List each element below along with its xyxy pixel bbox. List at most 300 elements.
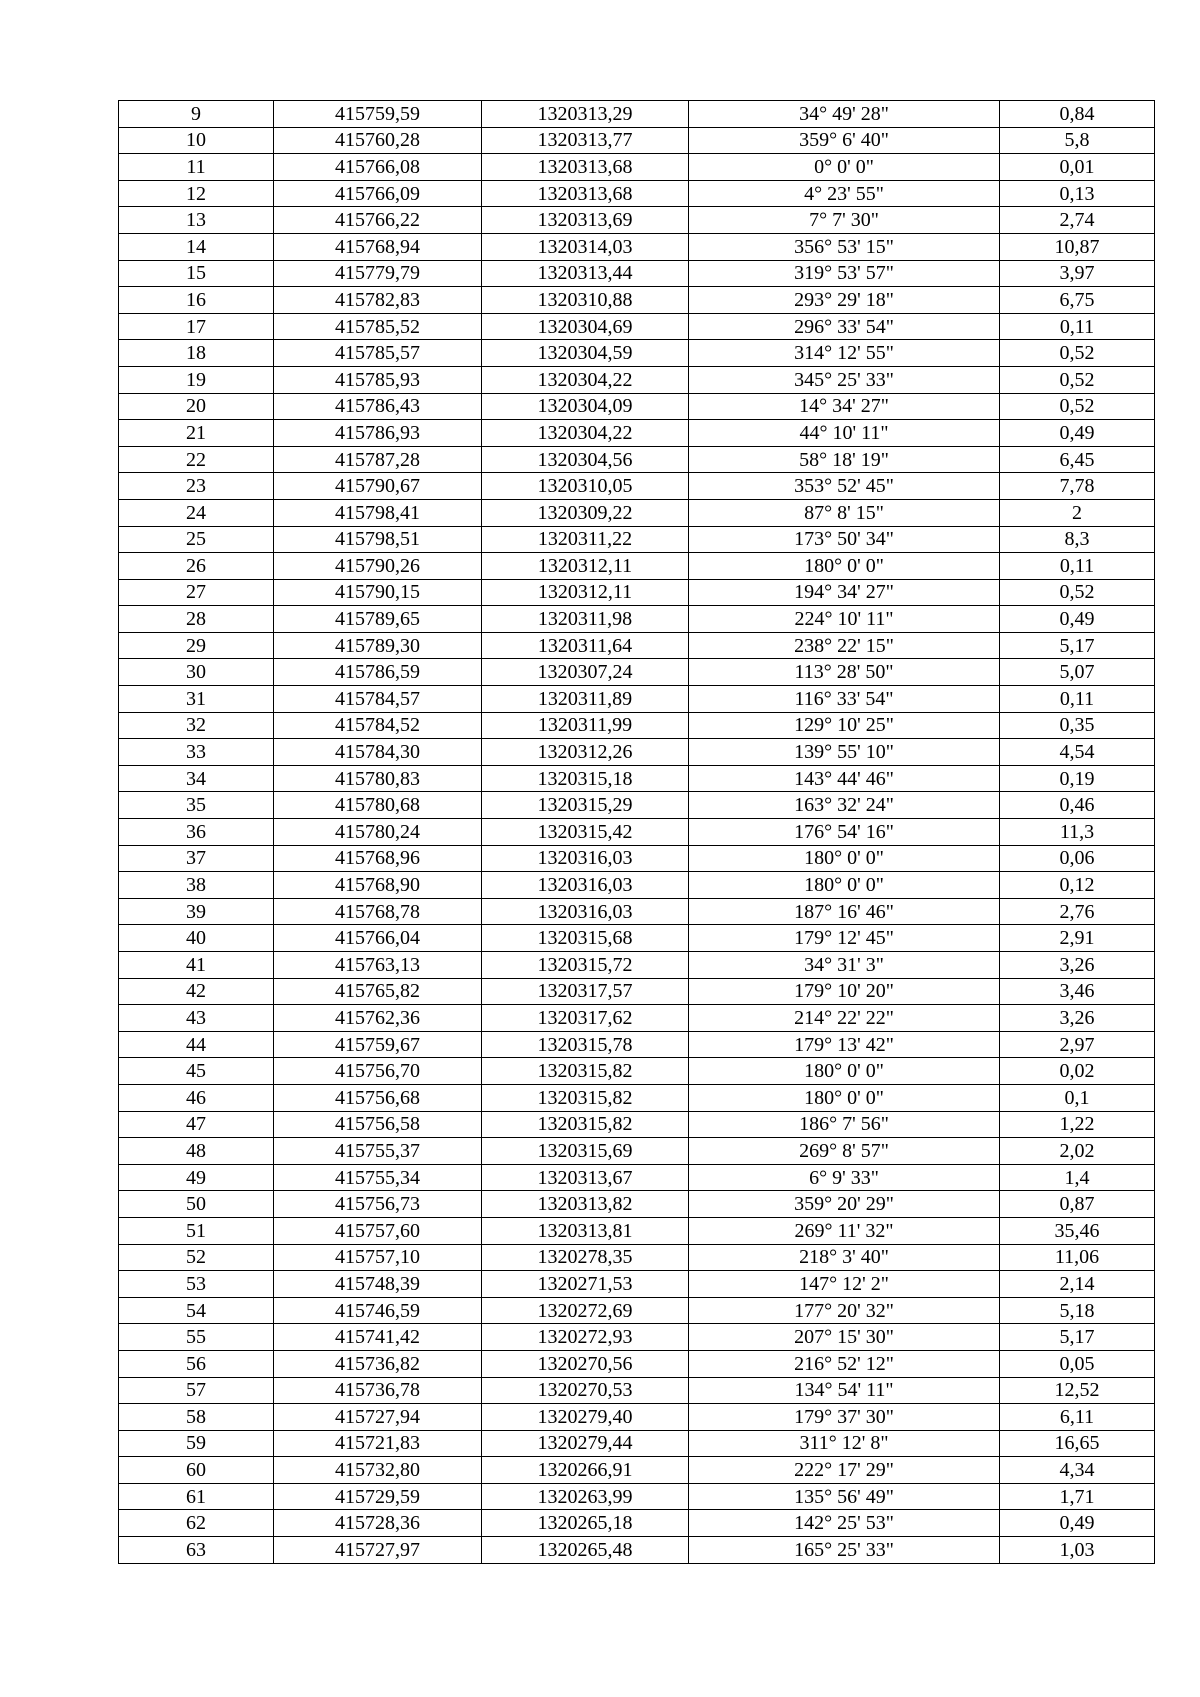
x-coordinate-cell: 415727,97	[274, 1537, 482, 1564]
x-coordinate-cell: 415729,59	[274, 1483, 482, 1510]
distance-cell: 6,45	[1000, 446, 1155, 473]
bearing-cell: 314° 12' 55"	[689, 340, 1000, 367]
point-number-cell: 24	[119, 499, 274, 526]
table-row	[119, 526, 1155, 553]
table-row	[119, 287, 1155, 314]
point-number-cell: 27	[119, 579, 274, 606]
point-number-cell: 17	[119, 313, 274, 340]
point-number-cell: 23	[119, 473, 274, 500]
y-coordinate-cell: 1320315,29	[482, 792, 689, 819]
x-coordinate-cell: 415727,94	[274, 1404, 482, 1431]
y-coordinate-cell: 1320317,62	[482, 1005, 689, 1032]
y-coordinate-cell: 1320316,03	[482, 872, 689, 899]
bearing-cell: 180° 0' 0"	[689, 845, 1000, 872]
table-row	[119, 1404, 1155, 1431]
bearing-cell: 311° 12' 8"	[689, 1430, 1000, 1457]
point-number-cell: 22	[119, 446, 274, 473]
y-coordinate-cell: 1320312,26	[482, 739, 689, 766]
y-coordinate-cell: 1320270,56	[482, 1350, 689, 1377]
table-row	[119, 127, 1155, 154]
point-number-cell: 39	[119, 898, 274, 925]
x-coordinate-cell: 415757,10	[274, 1244, 482, 1271]
x-coordinate-cell: 415798,51	[274, 526, 482, 553]
point-number-cell: 54	[119, 1297, 274, 1324]
table-row	[119, 180, 1155, 207]
table-row	[119, 739, 1155, 766]
bearing-cell: 238° 22' 15"	[689, 632, 1000, 659]
y-coordinate-cell: 1320309,22	[482, 499, 689, 526]
table-row	[119, 233, 1155, 260]
bearing-cell: 356° 53' 15"	[689, 233, 1000, 260]
distance-cell: 2,74	[1000, 207, 1155, 234]
point-number-cell: 43	[119, 1005, 274, 1032]
distance-cell: 35,46	[1000, 1217, 1155, 1244]
table-row	[119, 499, 1155, 526]
table-row	[119, 1430, 1155, 1457]
distance-cell: 0,19	[1000, 765, 1155, 792]
table-row	[119, 1005, 1155, 1032]
table-row	[119, 1324, 1155, 1351]
table-row	[119, 1191, 1155, 1218]
table-row	[119, 1350, 1155, 1377]
point-number-cell: 32	[119, 712, 274, 739]
bearing-cell: 58° 18' 19"	[689, 446, 1000, 473]
y-coordinate-cell: 1320313,67	[482, 1164, 689, 1191]
y-coordinate-cell: 1320304,22	[482, 420, 689, 447]
point-number-cell: 36	[119, 819, 274, 846]
distance-cell: 2,14	[1000, 1271, 1155, 1298]
y-coordinate-cell: 1320304,56	[482, 446, 689, 473]
distance-cell: 0,52	[1000, 340, 1155, 367]
y-coordinate-cell: 1320315,82	[482, 1111, 689, 1138]
bearing-cell: 186° 7' 56"	[689, 1111, 1000, 1138]
x-coordinate-cell: 415780,68	[274, 792, 482, 819]
distance-cell: 0,49	[1000, 1510, 1155, 1537]
bearing-cell: 207° 15' 30"	[689, 1324, 1000, 1351]
x-coordinate-cell: 415798,41	[274, 499, 482, 526]
point-number-cell: 15	[119, 260, 274, 287]
bearing-cell: 222° 17' 29"	[689, 1457, 1000, 1484]
x-coordinate-cell: 415746,59	[274, 1297, 482, 1324]
x-coordinate-cell: 415782,83	[274, 287, 482, 314]
bearing-cell: 359° 20' 29"	[689, 1191, 1000, 1218]
point-number-cell: 33	[119, 739, 274, 766]
y-coordinate-cell: 1320315,82	[482, 1058, 689, 1085]
y-coordinate-cell: 1320311,98	[482, 606, 689, 633]
distance-cell: 0,52	[1000, 579, 1155, 606]
distance-cell: 6,11	[1000, 1404, 1155, 1431]
x-coordinate-cell: 415757,60	[274, 1217, 482, 1244]
bearing-cell: 179° 10' 20"	[689, 978, 1000, 1005]
bearing-cell: 180° 0' 0"	[689, 1084, 1000, 1111]
y-coordinate-cell: 1320313,68	[482, 154, 689, 181]
distance-cell: 0,11	[1000, 313, 1155, 340]
point-number-cell: 20	[119, 393, 274, 420]
x-coordinate-cell: 415768,78	[274, 898, 482, 925]
x-coordinate-cell: 415779,79	[274, 260, 482, 287]
y-coordinate-cell: 1320263,99	[482, 1483, 689, 1510]
table-row	[119, 898, 1155, 925]
distance-cell: 0,01	[1000, 154, 1155, 181]
y-coordinate-cell: 1320311,64	[482, 632, 689, 659]
bearing-cell: 319° 53' 57"	[689, 260, 1000, 287]
distance-cell: 0,13	[1000, 180, 1155, 207]
table-row	[119, 1483, 1155, 1510]
distance-cell: 5,8	[1000, 127, 1155, 154]
point-number-cell: 31	[119, 686, 274, 713]
distance-cell: 7,78	[1000, 473, 1155, 500]
bearing-cell: 142° 25' 53"	[689, 1510, 1000, 1537]
y-coordinate-cell: 1320271,53	[482, 1271, 689, 1298]
point-number-cell: 12	[119, 180, 274, 207]
y-coordinate-cell: 1320315,42	[482, 819, 689, 846]
table-row	[119, 1217, 1155, 1244]
distance-cell: 5,07	[1000, 659, 1155, 686]
distance-cell: 1,4	[1000, 1164, 1155, 1191]
distance-cell: 0,87	[1000, 1191, 1155, 1218]
distance-cell: 2	[1000, 499, 1155, 526]
distance-cell: 0,02	[1000, 1058, 1155, 1085]
table-row	[119, 446, 1155, 473]
distance-cell: 0,11	[1000, 686, 1155, 713]
distance-cell: 0,52	[1000, 393, 1155, 420]
point-number-cell: 38	[119, 872, 274, 899]
table-row	[119, 207, 1155, 234]
table-row	[119, 1244, 1155, 1271]
x-coordinate-cell: 415721,83	[274, 1430, 482, 1457]
table-row	[119, 765, 1155, 792]
distance-cell: 0,06	[1000, 845, 1155, 872]
table-row	[119, 366, 1155, 393]
y-coordinate-cell: 1320315,18	[482, 765, 689, 792]
point-number-cell: 51	[119, 1217, 274, 1244]
x-coordinate-cell: 415759,59	[274, 101, 482, 128]
bearing-cell: 179° 37' 30"	[689, 1404, 1000, 1431]
distance-cell: 3,97	[1000, 260, 1155, 287]
point-number-cell: 45	[119, 1058, 274, 1085]
table-row	[119, 1297, 1155, 1324]
table-row	[119, 845, 1155, 872]
table-row	[119, 632, 1155, 659]
coordinates-table	[118, 100, 1155, 1564]
x-coordinate-cell: 415756,70	[274, 1058, 482, 1085]
y-coordinate-cell: 1320314,03	[482, 233, 689, 260]
table-row	[119, 1510, 1155, 1537]
distance-cell: 4,54	[1000, 739, 1155, 766]
bearing-cell: 165° 25' 33"	[689, 1537, 1000, 1564]
y-coordinate-cell: 1320310,05	[482, 473, 689, 500]
x-coordinate-cell: 415789,30	[274, 632, 482, 659]
distance-cell: 3,26	[1000, 1005, 1155, 1032]
bearing-cell: 194° 34' 27"	[689, 579, 1000, 606]
point-number-cell: 59	[119, 1430, 274, 1457]
bearing-cell: 134° 54' 11"	[689, 1377, 1000, 1404]
x-coordinate-cell: 415787,28	[274, 446, 482, 473]
distance-cell: 5,18	[1000, 1297, 1155, 1324]
y-coordinate-cell: 1320310,88	[482, 287, 689, 314]
bearing-cell: 218° 3' 40"	[689, 1244, 1000, 1271]
bearing-cell: 179° 13' 42"	[689, 1031, 1000, 1058]
bearing-cell: 176° 54' 16"	[689, 819, 1000, 846]
x-coordinate-cell: 415790,15	[274, 579, 482, 606]
bearing-cell: 269° 11' 32"	[689, 1217, 1000, 1244]
table-row	[119, 260, 1155, 287]
point-number-cell: 25	[119, 526, 274, 553]
point-number-cell: 9	[119, 101, 274, 128]
bearing-cell: 143° 44' 46"	[689, 765, 1000, 792]
point-number-cell: 42	[119, 978, 274, 1005]
point-number-cell: 58	[119, 1404, 274, 1431]
bearing-cell: 177° 20' 32"	[689, 1297, 1000, 1324]
x-coordinate-cell: 415789,65	[274, 606, 482, 633]
point-number-cell: 63	[119, 1537, 274, 1564]
y-coordinate-cell: 1320266,91	[482, 1457, 689, 1484]
point-number-cell: 44	[119, 1031, 274, 1058]
y-coordinate-cell: 1320313,44	[482, 260, 689, 287]
x-coordinate-cell: 415755,34	[274, 1164, 482, 1191]
y-coordinate-cell: 1320312,11	[482, 553, 689, 580]
bearing-cell: 163° 32' 24"	[689, 792, 1000, 819]
y-coordinate-cell: 1320312,11	[482, 579, 689, 606]
bearing-cell: 359° 6' 40"	[689, 127, 1000, 154]
y-coordinate-cell: 1320272,69	[482, 1297, 689, 1324]
point-number-cell: 19	[119, 366, 274, 393]
y-coordinate-cell: 1320307,24	[482, 659, 689, 686]
bearing-cell: 214° 22' 22"	[689, 1005, 1000, 1032]
table-row	[119, 1271, 1155, 1298]
y-coordinate-cell: 1320279,44	[482, 1430, 689, 1457]
distance-cell: 0,11	[1000, 553, 1155, 580]
point-number-cell: 18	[119, 340, 274, 367]
table-row	[119, 659, 1155, 686]
distance-cell: 1,03	[1000, 1537, 1155, 1564]
point-number-cell: 28	[119, 606, 274, 633]
x-coordinate-cell: 415756,58	[274, 1111, 482, 1138]
y-coordinate-cell: 1320315,82	[482, 1084, 689, 1111]
distance-cell: 11,3	[1000, 819, 1155, 846]
point-number-cell: 55	[119, 1324, 274, 1351]
y-coordinate-cell: 1320304,22	[482, 366, 689, 393]
y-coordinate-cell: 1320265,18	[482, 1510, 689, 1537]
point-number-cell: 40	[119, 925, 274, 952]
table-row	[119, 313, 1155, 340]
y-coordinate-cell: 1320270,53	[482, 1377, 689, 1404]
bearing-cell: 179° 12' 45"	[689, 925, 1000, 952]
table-row	[119, 1111, 1155, 1138]
distance-cell: 2,02	[1000, 1138, 1155, 1165]
distance-cell: 0,1	[1000, 1084, 1155, 1111]
bearing-cell: 269° 8' 57"	[689, 1138, 1000, 1165]
bearing-cell: 34° 49' 28"	[689, 101, 1000, 128]
bearing-cell: 147° 12' 2"	[689, 1271, 1000, 1298]
table-row	[119, 1031, 1155, 1058]
bearing-cell: 139° 55' 10"	[689, 739, 1000, 766]
x-coordinate-cell: 415784,52	[274, 712, 482, 739]
bearing-cell: 14° 34' 27"	[689, 393, 1000, 420]
point-number-cell: 62	[119, 1510, 274, 1537]
x-coordinate-cell: 415736,78	[274, 1377, 482, 1404]
table-row	[119, 1537, 1155, 1564]
point-number-cell: 10	[119, 127, 274, 154]
table-row	[119, 712, 1155, 739]
y-coordinate-cell: 1320304,09	[482, 393, 689, 420]
x-coordinate-cell: 415748,39	[274, 1271, 482, 1298]
point-number-cell: 57	[119, 1377, 274, 1404]
point-number-cell: 48	[119, 1138, 274, 1165]
distance-cell: 2,76	[1000, 898, 1155, 925]
table-row	[119, 952, 1155, 979]
y-coordinate-cell: 1320313,68	[482, 180, 689, 207]
point-number-cell: 34	[119, 765, 274, 792]
bearing-cell: 7° 7' 30"	[689, 207, 1000, 234]
x-coordinate-cell: 415768,94	[274, 233, 482, 260]
distance-cell: 0,05	[1000, 1350, 1155, 1377]
y-coordinate-cell: 1320278,35	[482, 1244, 689, 1271]
bearing-cell: 44° 10' 11"	[689, 420, 1000, 447]
point-number-cell: 30	[119, 659, 274, 686]
x-coordinate-cell: 415766,22	[274, 207, 482, 234]
point-number-cell: 50	[119, 1191, 274, 1218]
x-coordinate-cell: 415785,93	[274, 366, 482, 393]
point-number-cell: 53	[119, 1271, 274, 1298]
point-number-cell: 35	[119, 792, 274, 819]
x-coordinate-cell: 415790,26	[274, 553, 482, 580]
y-coordinate-cell: 1320313,29	[482, 101, 689, 128]
bearing-cell: 6° 9' 33"	[689, 1164, 1000, 1191]
distance-cell: 0,35	[1000, 712, 1155, 739]
bearing-cell: 345° 25' 33"	[689, 366, 1000, 393]
table-row	[119, 1138, 1155, 1165]
y-coordinate-cell: 1320311,99	[482, 712, 689, 739]
bearing-cell: 135° 56' 49"	[689, 1483, 1000, 1510]
distance-cell: 0,84	[1000, 101, 1155, 128]
bearing-cell: 353° 52' 45"	[689, 473, 1000, 500]
x-coordinate-cell: 415766,04	[274, 925, 482, 952]
y-coordinate-cell: 1320313,69	[482, 207, 689, 234]
coordinates-table-body	[119, 101, 1155, 1564]
bearing-cell: 296° 33' 54"	[689, 313, 1000, 340]
distance-cell: 12,52	[1000, 1377, 1155, 1404]
bearing-cell: 87° 8' 15"	[689, 499, 1000, 526]
distance-cell: 6,75	[1000, 287, 1155, 314]
distance-cell: 4,34	[1000, 1457, 1155, 1484]
x-coordinate-cell: 415768,90	[274, 872, 482, 899]
table-row	[119, 872, 1155, 899]
table-row	[119, 1457, 1155, 1484]
table-row	[119, 1084, 1155, 1111]
y-coordinate-cell: 1320317,57	[482, 978, 689, 1005]
x-coordinate-cell: 415741,42	[274, 1324, 482, 1351]
table-row	[119, 101, 1155, 128]
x-coordinate-cell: 415756,68	[274, 1084, 482, 1111]
x-coordinate-cell: 415768,96	[274, 845, 482, 872]
x-coordinate-cell: 415780,24	[274, 819, 482, 846]
x-coordinate-cell: 415786,59	[274, 659, 482, 686]
table-row	[119, 154, 1155, 181]
x-coordinate-cell: 415780,83	[274, 765, 482, 792]
bearing-cell: 129° 10' 25"	[689, 712, 1000, 739]
bearing-cell: 180° 0' 0"	[689, 872, 1000, 899]
y-coordinate-cell: 1320316,03	[482, 845, 689, 872]
point-number-cell: 41	[119, 952, 274, 979]
bearing-cell: 0° 0' 0"	[689, 154, 1000, 181]
x-coordinate-cell: 415790,67	[274, 473, 482, 500]
y-coordinate-cell: 1320316,03	[482, 898, 689, 925]
distance-cell: 5,17	[1000, 1324, 1155, 1351]
table-row	[119, 978, 1155, 1005]
x-coordinate-cell: 415736,82	[274, 1350, 482, 1377]
point-number-cell: 11	[119, 154, 274, 181]
x-coordinate-cell: 415786,93	[274, 420, 482, 447]
bearing-cell: 116° 33' 54"	[689, 686, 1000, 713]
point-number-cell: 46	[119, 1084, 274, 1111]
bearing-cell: 216° 52' 12"	[689, 1350, 1000, 1377]
bearing-cell: 180° 0' 0"	[689, 1058, 1000, 1085]
distance-cell: 8,3	[1000, 526, 1155, 553]
distance-cell: 2,97	[1000, 1031, 1155, 1058]
y-coordinate-cell: 1320304,59	[482, 340, 689, 367]
x-coordinate-cell: 415763,13	[274, 952, 482, 979]
table-row	[119, 420, 1155, 447]
point-number-cell: 37	[119, 845, 274, 872]
table-row	[119, 1058, 1155, 1085]
x-coordinate-cell: 415766,09	[274, 180, 482, 207]
point-number-cell: 61	[119, 1483, 274, 1510]
distance-cell: 0,49	[1000, 606, 1155, 633]
y-coordinate-cell: 1320304,69	[482, 313, 689, 340]
y-coordinate-cell: 1320272,93	[482, 1324, 689, 1351]
distance-cell: 0,52	[1000, 366, 1155, 393]
x-coordinate-cell: 415765,82	[274, 978, 482, 1005]
table-row	[119, 792, 1155, 819]
bearing-cell: 173° 50' 34"	[689, 526, 1000, 553]
bearing-cell: 113° 28' 50"	[689, 659, 1000, 686]
x-coordinate-cell: 415786,43	[274, 393, 482, 420]
bearing-cell: 34° 31' 3"	[689, 952, 1000, 979]
x-coordinate-cell: 415784,57	[274, 686, 482, 713]
x-coordinate-cell: 415756,73	[274, 1191, 482, 1218]
y-coordinate-cell: 1320311,22	[482, 526, 689, 553]
distance-cell: 11,06	[1000, 1244, 1155, 1271]
y-coordinate-cell: 1320315,68	[482, 925, 689, 952]
point-number-cell: 26	[119, 553, 274, 580]
y-coordinate-cell: 1320311,89	[482, 686, 689, 713]
distance-cell: 2,91	[1000, 925, 1155, 952]
bearing-cell: 293° 29' 18"	[689, 287, 1000, 314]
table-row	[119, 579, 1155, 606]
x-coordinate-cell: 415762,36	[274, 1005, 482, 1032]
y-coordinate-cell: 1320279,40	[482, 1404, 689, 1431]
distance-cell: 3,26	[1000, 952, 1155, 979]
distance-cell: 10,87	[1000, 233, 1155, 260]
table-row	[119, 606, 1155, 633]
distance-cell: 0,49	[1000, 420, 1155, 447]
distance-cell: 1,22	[1000, 1111, 1155, 1138]
x-coordinate-cell: 415785,52	[274, 313, 482, 340]
point-number-cell: 60	[119, 1457, 274, 1484]
x-coordinate-cell: 415760,28	[274, 127, 482, 154]
x-coordinate-cell: 415784,30	[274, 739, 482, 766]
x-coordinate-cell: 415728,36	[274, 1510, 482, 1537]
bearing-cell: 187° 16' 46"	[689, 898, 1000, 925]
y-coordinate-cell: 1320315,69	[482, 1138, 689, 1165]
point-number-cell: 16	[119, 287, 274, 314]
x-coordinate-cell: 415766,08	[274, 154, 482, 181]
table-row	[119, 819, 1155, 846]
point-number-cell: 47	[119, 1111, 274, 1138]
x-coordinate-cell: 415755,37	[274, 1138, 482, 1165]
table-row	[119, 925, 1155, 952]
